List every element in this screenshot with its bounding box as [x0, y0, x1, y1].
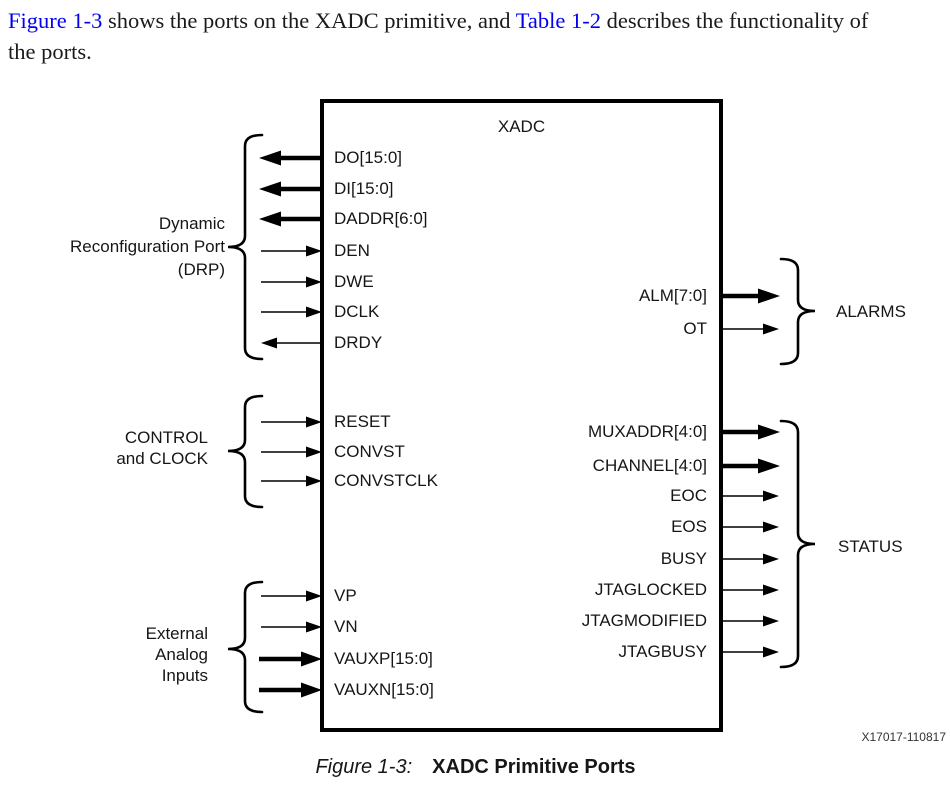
port-label-jtagbusy: JTAGBUSY: [618, 642, 707, 661]
group-label-alarms: ALARMS: [836, 302, 906, 321]
port-label-convstclk: CONVSTCLK: [334, 471, 438, 490]
arrow-convst: [261, 447, 322, 458]
arrow-dwe: [261, 277, 322, 288]
xadc-block-title: XADC: [497, 117, 546, 136]
brace-status: [781, 421, 815, 667]
arrow-muxaddr: [719, 425, 780, 440]
arrow-vp: [261, 591, 322, 602]
arrow-den: [261, 246, 322, 257]
group-label-analog-line3: Inputs: [161, 666, 208, 685]
arrow-vn: [261, 622, 322, 633]
brace-control: [228, 396, 262, 507]
brace-analog: [228, 582, 262, 712]
brace-alarms: [781, 259, 815, 364]
arrow-do: [259, 151, 324, 166]
arrow-drdy: [261, 338, 324, 349]
port-label-vp: VP: [334, 586, 357, 605]
arrow-channel: [719, 459, 780, 474]
port-label-reset: RESET: [334, 412, 391, 431]
port-label-muxaddr: MUXADDR[4:0]: [587, 422, 707, 441]
port-label-dclk: DCLK: [334, 302, 380, 321]
group-label-drp-line3: (DRP): [177, 260, 225, 279]
arrow-eos: [719, 522, 779, 533]
arrow-reset: [261, 417, 322, 428]
port-label-dwe: DWE: [334, 272, 374, 291]
port-label-busy: BUSY: [660, 549, 707, 568]
brace-drp: [228, 135, 262, 359]
port-label-den: DEN: [334, 241, 370, 260]
port-label-vauxp: VAUXP[15:0]: [334, 649, 433, 668]
figure-caption: [0, 756, 951, 779]
port-label-alm: ALM[7:0]: [638, 286, 707, 305]
arrow-alm: [719, 289, 780, 304]
arrow-dclk: [261, 307, 322, 318]
port-label-do: DO[15:0]: [334, 148, 403, 167]
arrow-convstclk: [261, 476, 322, 487]
arrow-eoc: [719, 491, 779, 502]
port-label-vauxn: VAUXN[15:0]: [334, 680, 434, 699]
port-label-eoc: EOC: [670, 486, 707, 505]
figure-caption-title: XADC Primitive Ports: [432, 756, 636, 778]
intro-paragraph: [8, 5, 888, 67]
arrow-jtagmodified: [719, 616, 779, 627]
group-label-drp-line1: Dynamic: [158, 214, 225, 233]
group-label-drp: [70, 212, 225, 281]
arrow-busy: [719, 554, 779, 565]
arrow-vauxn: [259, 683, 322, 698]
port-label-ot: OT: [683, 319, 707, 338]
arrow-jtagbusy: [719, 647, 779, 658]
port-label-eos: EOS: [671, 517, 707, 536]
port-label-vn: VN: [334, 617, 358, 636]
arrow-di: [259, 182, 324, 197]
group-label-control-line2: and CLOCK: [116, 449, 208, 468]
port-label-di: DI[15:0]: [334, 179, 394, 198]
port-label-drdy: DRDY: [334, 333, 383, 352]
group-label-control-line1: CONTROL: [124, 428, 208, 447]
group-label-analog-line2: Analog: [155, 645, 208, 664]
intro-text-end: describes the functionality of the ports.: [8, 8, 869, 64]
figure-part-number: X17017-110817: [861, 730, 946, 744]
group-label-analog-line1: External: [145, 624, 208, 643]
intro-text-middle: shows the ports on the XADC primitive, and: [102, 8, 516, 33]
group-label-control-clock: [116, 427, 208, 469]
port-label-convst: CONVST: [334, 442, 405, 461]
figure-caption-label: Figure 1-3:: [315, 756, 413, 778]
group-label-status: STATUS: [838, 537, 903, 556]
arrow-vauxp: [259, 652, 322, 667]
table-1-2-link[interactable]: Table 1-2: [515, 8, 601, 33]
arrow-ot: [719, 324, 779, 335]
port-label-channel: CHANNEL[4:0]: [592, 456, 707, 475]
figure-1-3-link[interactable]: Figure 1-3: [8, 8, 103, 33]
port-label-jtagmodified: JTAGMODIFIED: [581, 611, 707, 630]
port-label-jtaglocked: JTAGLOCKED: [594, 580, 707, 599]
port-label-daddr: DADDR[6:0]: [334, 209, 428, 228]
group-label-drp-line2: Reconfiguration Port: [70, 237, 225, 256]
group-label-external-analog-inputs: [146, 623, 208, 686]
arrow-jtaglocked: [719, 585, 779, 596]
arrow-daddr: [259, 212, 324, 227]
